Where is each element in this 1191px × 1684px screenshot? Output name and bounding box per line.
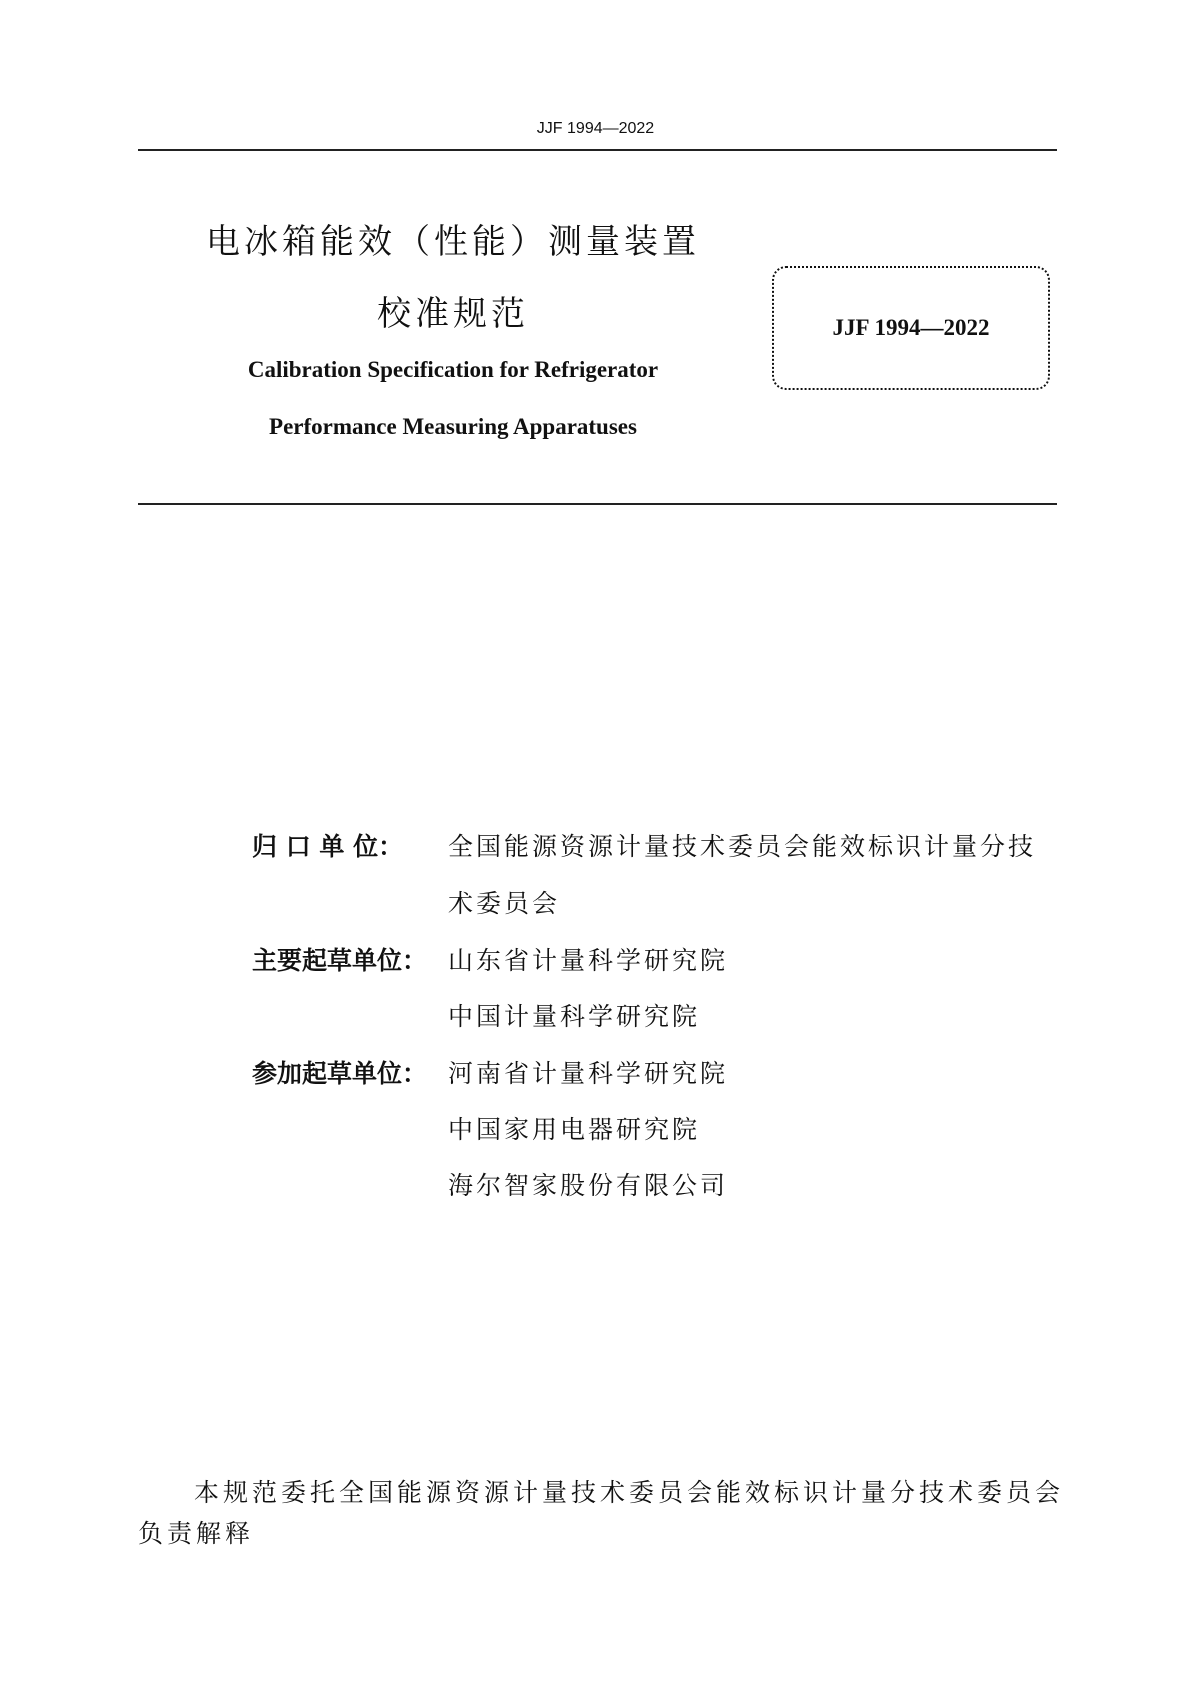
unit-label-main-drafting: 主要起草单位：	[252, 946, 428, 975]
running-header: JJF 1994—2022	[536, 120, 655, 137]
english-title-line-1: Calibration Specification for Refrigerator	[247, 357, 659, 382]
title-line-2: 校准规范	[377, 294, 529, 334]
footer-line-2: 负责解释	[138, 1519, 255, 1548]
unit-value: 术委员会	[448, 889, 561, 918]
title-rule	[138, 503, 1057, 505]
unit-value: 河南省计量科学研究院	[448, 1059, 729, 1088]
title-line-1: 电冰箱能效（性能）测量装置	[206, 222, 700, 262]
code-box-text: JJF 1994—2022	[832, 315, 990, 340]
code-box	[772, 266, 1050, 390]
footer-line-1: 本规范委托全国能源资源计量技术委员会能效标识计量分技术委员会	[194, 1478, 1065, 1507]
unit-value: 山东省计量科学研究院	[448, 946, 729, 975]
english-title-line-2: Performance Measuring Apparatuses	[269, 414, 637, 439]
unit-value: 海尔智家股份有限公司	[448, 1171, 729, 1200]
header-rule	[138, 149, 1057, 151]
unit-label-participating: 参加起草单位：	[252, 1059, 428, 1088]
unit-value: 中国家用电器研究院	[448, 1115, 701, 1144]
unit-value: 全国能源资源计量技术委员会能效标识计量分技	[448, 832, 1037, 861]
unit-label-responsible: 归 口 单 位：	[252, 832, 404, 861]
unit-value: 中国计量科学研究院	[448, 1002, 701, 1031]
